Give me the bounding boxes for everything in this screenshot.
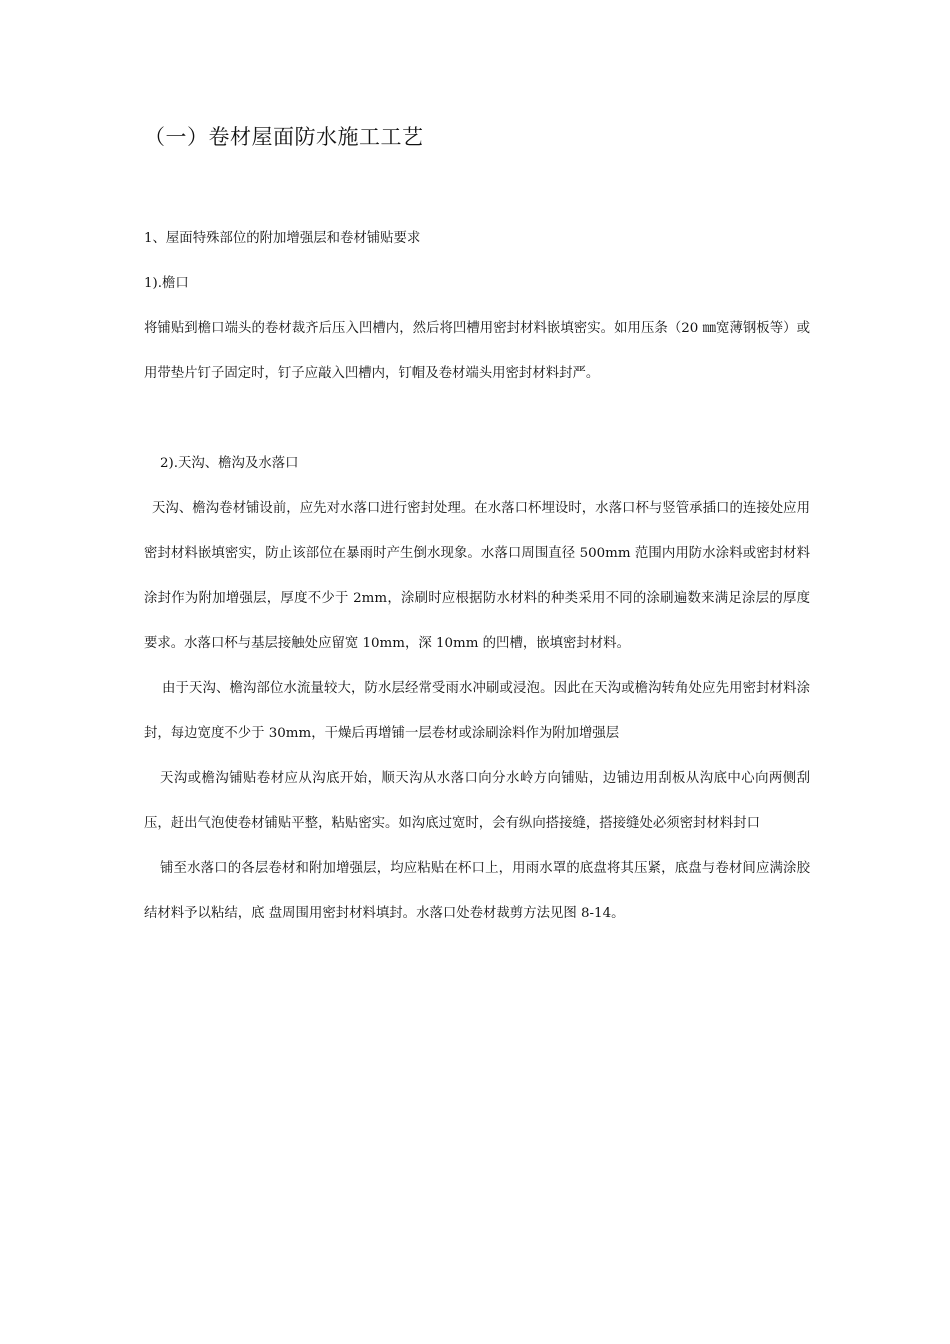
subsection-heading-eaves: 1).檐口 — [144, 276, 189, 291]
subsection-heading-gutter: 2).天沟、檐沟及水落口 — [160, 456, 299, 471]
paragraph-gutter-3: 天沟或檐沟铺贴卷材应从沟底开始，顺天沟从水落口向分水岭方向铺贴，边铺边用刮板从沟底中心向两侧刮压，赶出气泡使卷材铺贴平整，粘贴密实。如沟底过宽时，会有纵向搭接缝，搭接缝处必须密封材料封口 — [144, 771, 810, 831]
paragraph-gutter-2: 由于天沟、檐沟部位水流量较大，防水层经常受雨水冲刷或浸泡。因此在天沟或檐沟转角处应先用密封材料涂封，每边宽度不少于 30mm，干燥后再增铺一层卷材或涂刷涂料作为附加增强层 — [144, 681, 810, 741]
paragraph-eaves: 将铺贴到檐口端头的卷材裁齐后压入凹槽内，然后将凹槽用密封材料嵌填密实。如用压条（20 ㎜宽薄钢板等）或用带垫片钉子固定时，钉子应敲入凹槽内，钉帽及卷材端头用密封材料封严。 — [144, 321, 810, 381]
section-heading: 1、屋面特殊部位的附加增强层和卷材铺贴要求 — [144, 231, 421, 246]
paragraph-gutter-1: 天沟、檐沟卷材铺设前，应先对水落口进行密封处理。在水落口杯埋设时，水落口杯与竖管承插口的连接处应用密封材料嵌填密实，防止该部位在暴雨时产生倒水现象。水落口周围直径 500mm 范围内用防水涂料或密封材料涂封作为附加增强层，厚度不少于 2mm，涂刷时应根据防水材料的种类采用不同的涂刷遍数来满足涂层的厚度要求。水落口杯与基层接触处应留宽 10mm，深 10mm 的凹槽，嵌填密封材料。 — [144, 501, 810, 651]
paragraph-gutter-4: 铺至水落口的各层卷材和附加增强层，均应粘贴在杯口上，用雨水罩的底盘将其压紧，底盘与卷材间应满涂胶结材料予以粘结，底 盘周围用密封材料填封。水落口处卷材裁剪方法见图 8-14。 — [144, 861, 810, 921]
document-body — [144, 216, 810, 936]
document-title: （一）卷材屋面防水施工工艺 — [144, 125, 424, 149]
paragraph-spacer — [144, 396, 810, 441]
